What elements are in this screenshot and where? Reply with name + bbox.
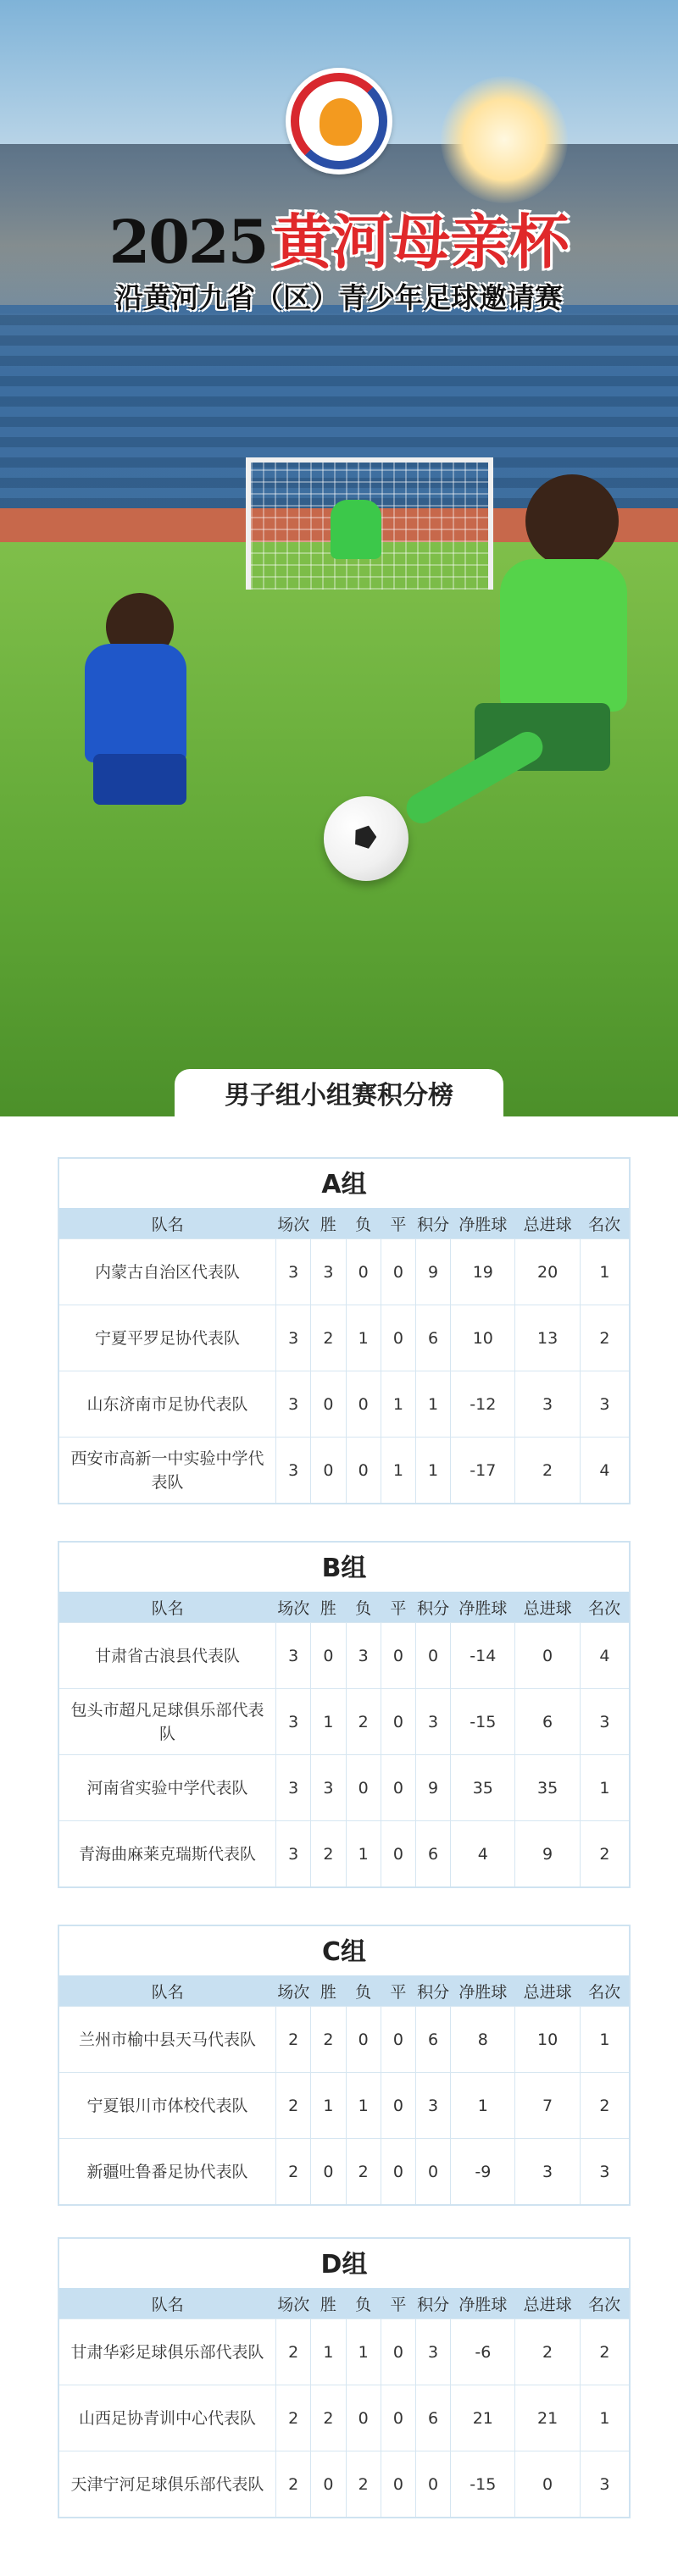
column-header: 平 <box>381 1592 415 1623</box>
table-row <box>59 1371 629 1438</box>
table-row <box>59 2007 629 2073</box>
stat-cell: 2 <box>276 2451 311 2518</box>
stat-cell: 6 <box>415 2385 450 2451</box>
column-header: 积分 <box>415 1208 450 1239</box>
stat-cell: -17 <box>451 1438 515 1504</box>
stat-cell: 3 <box>415 1689 450 1755</box>
table-row <box>59 1239 629 1305</box>
stat-cell: 0 <box>346 1438 381 1504</box>
stat-cell: 2 <box>276 2319 311 2385</box>
hero-banner <box>0 0 678 1116</box>
stat-cell: 3 <box>276 1623 311 1689</box>
stat-cell: 0 <box>311 1438 346 1504</box>
stat-cell: 2 <box>276 2385 311 2451</box>
stat-cell: 1 <box>346 1305 381 1371</box>
stat-cell: 3 <box>276 1239 311 1305</box>
stat-cell: 6 <box>515 1689 580 1755</box>
stat-cell: 3 <box>515 2139 580 2205</box>
football-icon <box>324 796 408 881</box>
team-name-cell: 山西足协青训中心代表队 <box>59 2385 276 2451</box>
team-name-cell: 天津宁河足球俱乐部代表队 <box>59 2451 276 2518</box>
column-header: 名次 <box>580 1592 629 1623</box>
table-row <box>59 2139 629 2205</box>
stat-cell: 3 <box>276 1371 311 1438</box>
column-header: 净胜球 <box>451 1975 515 2007</box>
stat-cell: 3 <box>276 1821 311 1887</box>
group-table <box>58 1541 631 1888</box>
player-blue <box>59 610 212 864</box>
stat-cell: 0 <box>515 1623 580 1689</box>
stat-cell: 9 <box>515 1821 580 1887</box>
stat-cell: 2 <box>311 1821 346 1887</box>
stat-cell: 2 <box>276 2139 311 2205</box>
team-name-cell: 宁夏平罗足协代表队 <box>59 1305 276 1371</box>
stat-cell: 21 <box>515 2385 580 2451</box>
stat-cell: 0 <box>381 2319 415 2385</box>
table-row <box>59 1689 629 1755</box>
stat-cell: 0 <box>381 1623 415 1689</box>
stat-cell: 2 <box>346 1689 381 1755</box>
stat-cell: 8 <box>451 2007 515 2073</box>
stat-cell: 0 <box>381 2073 415 2139</box>
group-table <box>58 2237 631 2518</box>
stat-cell: 1 <box>580 2385 629 2451</box>
table-row <box>59 2073 629 2139</box>
stat-cell: 1 <box>580 2007 629 2073</box>
stat-cell: 21 <box>451 2385 515 2451</box>
stat-cell: 35 <box>451 1755 515 1821</box>
stat-cell: 3 <box>580 2451 629 2518</box>
group-title: D组 <box>320 2250 368 2280</box>
stat-cell: 0 <box>311 2451 346 2518</box>
column-header: 场次 <box>276 1975 311 2007</box>
stat-cell: 0 <box>381 1821 415 1887</box>
stat-cell: 3 <box>515 1371 580 1438</box>
table-header-row <box>59 1208 629 1239</box>
stat-cell: 0 <box>415 2451 450 2518</box>
team-name-cell: 兰州市榆中县天马代表队 <box>59 2007 276 2073</box>
stat-cell: 0 <box>381 1689 415 1755</box>
stat-cell: 1 <box>311 2073 346 2139</box>
group-title: C组 <box>321 1937 367 1967</box>
stat-cell: 3 <box>580 2139 629 2205</box>
group-title: B组 <box>321 1554 367 1583</box>
column-header: 总进球 <box>515 2288 580 2319</box>
team-name-cell: 山东济南市足协代表队 <box>59 1371 276 1438</box>
column-header: 积分 <box>415 1975 450 2007</box>
column-header: 平 <box>381 1208 415 1239</box>
stat-cell: 0 <box>311 1623 346 1689</box>
stat-cell: 1 <box>346 2319 381 2385</box>
stat-cell: 10 <box>515 2007 580 2073</box>
stat-cell: 1 <box>451 2073 515 2139</box>
table-row <box>59 2385 629 2451</box>
stat-cell: 9 <box>415 1755 450 1821</box>
player-green <box>449 457 661 898</box>
stat-cell: 3 <box>580 1371 629 1438</box>
stat-cell: 1 <box>580 1239 629 1305</box>
stat-cell: 3 <box>415 2073 450 2139</box>
column-header: 负 <box>346 1208 381 1239</box>
stat-cell: 1 <box>381 1371 415 1438</box>
event-title <box>0 195 678 280</box>
stat-cell: -6 <box>451 2319 515 2385</box>
table-row <box>59 1821 629 1887</box>
team-name-cell: 甘肃省古浪县代表队 <box>59 1623 276 1689</box>
column-header: 净胜球 <box>451 1208 515 1239</box>
stat-cell: 3 <box>580 1689 629 1755</box>
stat-cell: 2 <box>276 2073 311 2139</box>
table-row <box>59 2451 629 2518</box>
stat-cell: 7 <box>515 2073 580 2139</box>
column-header: 负 <box>346 1592 381 1623</box>
column-header: 净胜球 <box>451 1592 515 1623</box>
team-name-cell: 西安市高新一中实验中学代表队 <box>59 1438 276 1504</box>
stat-cell: 6 <box>415 2007 450 2073</box>
standings-table <box>59 2288 629 2517</box>
column-header: 总进球 <box>515 1975 580 2007</box>
stat-cell: 0 <box>346 1755 381 1821</box>
sun-glow <box>441 76 568 203</box>
stat-cell: 2 <box>311 2007 346 2073</box>
stat-cell: -15 <box>451 2451 515 2518</box>
event-cup-name: 黄河母亲杯 <box>272 207 570 277</box>
table-row <box>59 1623 629 1689</box>
stat-cell: -12 <box>451 1371 515 1438</box>
column-header: 名次 <box>580 2288 629 2319</box>
group-title: A组 <box>321 1170 367 1199</box>
table-row <box>59 2319 629 2385</box>
stat-cell: 2 <box>515 1438 580 1504</box>
stat-cell: 0 <box>415 2139 450 2205</box>
stat-cell: 0 <box>381 2451 415 2518</box>
stat-cell: 13 <box>515 1305 580 1371</box>
stat-cell: 4 <box>580 1623 629 1689</box>
team-name-cell: 包头市超凡足球俱乐部代表队 <box>59 1689 276 1755</box>
stat-cell: 2 <box>515 2319 580 2385</box>
table-header-row <box>59 1975 629 2007</box>
stat-cell: 3 <box>276 1755 311 1821</box>
stat-cell: 3 <box>276 1305 311 1371</box>
team-name-cell: 河南省实验中学代表队 <box>59 1755 276 1821</box>
stat-cell: 3 <box>276 1689 311 1755</box>
column-header: 平 <box>381 2288 415 2319</box>
team-name-cell: 内蒙古自治区代表队 <box>59 1239 276 1305</box>
table-row <box>59 1438 629 1504</box>
stat-cell: 3 <box>415 2319 450 2385</box>
stat-cell: 10 <box>451 1305 515 1371</box>
standings-table <box>59 1975 629 2204</box>
stat-cell: 0 <box>346 1371 381 1438</box>
stat-cell: 3 <box>311 1755 346 1821</box>
stat-cell: 2 <box>311 1305 346 1371</box>
stat-cell: 1 <box>381 1438 415 1504</box>
stat-cell: 2 <box>346 2139 381 2205</box>
stat-cell: -9 <box>451 2139 515 2205</box>
stat-cell: 2 <box>346 2451 381 2518</box>
stat-cell: 0 <box>381 2385 415 2451</box>
stat-cell: 4 <box>451 1821 515 1887</box>
column-header: 负 <box>346 1975 381 2007</box>
stat-cell: 2 <box>276 2007 311 2073</box>
board-title: 男子组小组赛积分榜 <box>175 1069 503 1116</box>
column-header: 胜 <box>311 1592 346 1623</box>
stat-cell: 0 <box>381 1755 415 1821</box>
column-header: 总进球 <box>515 1592 580 1623</box>
stat-cell: 0 <box>346 2385 381 2451</box>
stat-cell: 0 <box>381 2007 415 2073</box>
table-row <box>59 1755 629 1821</box>
stat-cell: 2 <box>580 1821 629 1887</box>
column-header: 积分 <box>415 2288 450 2319</box>
stat-cell: 1 <box>311 1689 346 1755</box>
column-header: 队名 <box>59 1592 276 1623</box>
column-header: 名次 <box>580 1975 629 2007</box>
team-name-cell: 新疆吐鲁番足协代表队 <box>59 2139 276 2205</box>
stat-cell: 0 <box>346 1239 381 1305</box>
stat-cell: 35 <box>515 1755 580 1821</box>
team-name-cell: 青海曲麻莱克瑞斯代表队 <box>59 1821 276 1887</box>
column-header: 负 <box>346 2288 381 2319</box>
stat-cell: 20 <box>515 1239 580 1305</box>
stat-cell: -15 <box>451 1689 515 1755</box>
stat-cell: 1 <box>346 2073 381 2139</box>
table-header-row <box>59 1592 629 1623</box>
stat-cell: 0 <box>311 1371 346 1438</box>
stat-cell: 0 <box>381 2139 415 2205</box>
stat-cell: 1 <box>311 2319 346 2385</box>
stat-cell: 2 <box>580 1305 629 1371</box>
stat-cell: 0 <box>311 2139 346 2205</box>
event-logo <box>286 68 392 175</box>
event-year: 2025 <box>108 207 268 277</box>
event-subtitle: 沿黄河九省（区）青少年足球邀请赛 <box>115 281 563 314</box>
stat-cell: 0 <box>346 2007 381 2073</box>
table-header-row <box>59 2288 629 2319</box>
stat-cell: 1 <box>346 1821 381 1887</box>
column-header: 名次 <box>580 1208 629 1239</box>
stat-cell: 6 <box>415 1305 450 1371</box>
column-header: 净胜球 <box>451 2288 515 2319</box>
column-header: 队名 <box>59 1975 276 2007</box>
stat-cell: 1 <box>415 1438 450 1504</box>
column-header: 场次 <box>276 2288 311 2319</box>
column-header: 总进球 <box>515 1208 580 1239</box>
stat-cell: 0 <box>381 1239 415 1305</box>
column-header: 胜 <box>311 1975 346 2007</box>
team-name-cell: 宁夏银川市体校代表队 <box>59 2073 276 2139</box>
stat-cell: 3 <box>346 1623 381 1689</box>
stat-cell: 0 <box>515 2451 580 2518</box>
column-header: 积分 <box>415 1592 450 1623</box>
group-table <box>58 1157 631 1504</box>
stat-cell: 0 <box>415 1623 450 1689</box>
stat-cell: 2 <box>580 2073 629 2139</box>
column-header: 队名 <box>59 2288 276 2319</box>
column-header: 场次 <box>276 1208 311 1239</box>
column-header: 胜 <box>311 2288 346 2319</box>
standings-table <box>59 1592 629 1886</box>
standings-table <box>59 1208 629 1503</box>
column-header: 队名 <box>59 1208 276 1239</box>
table-row <box>59 1305 629 1371</box>
stat-cell: 19 <box>451 1239 515 1305</box>
stat-cell: 4 <box>580 1438 629 1504</box>
team-name-cell: 甘肃华彩足球俱乐部代表队 <box>59 2319 276 2385</box>
stat-cell: 1 <box>580 1755 629 1821</box>
group-table <box>58 1925 631 2206</box>
stat-cell: 0 <box>381 1305 415 1371</box>
column-header: 胜 <box>311 1208 346 1239</box>
stat-cell: 1 <box>415 1371 450 1438</box>
stat-cell: 6 <box>415 1821 450 1887</box>
stat-cell: 3 <box>276 1438 311 1504</box>
stat-cell: -14 <box>451 1623 515 1689</box>
stat-cell: 2 <box>311 2385 346 2451</box>
goalkeeper <box>331 500 381 559</box>
stat-cell: 3 <box>311 1239 346 1305</box>
column-header: 平 <box>381 1975 415 2007</box>
column-header: 场次 <box>276 1592 311 1623</box>
stat-cell: 2 <box>580 2319 629 2385</box>
stat-cell: 9 <box>415 1239 450 1305</box>
